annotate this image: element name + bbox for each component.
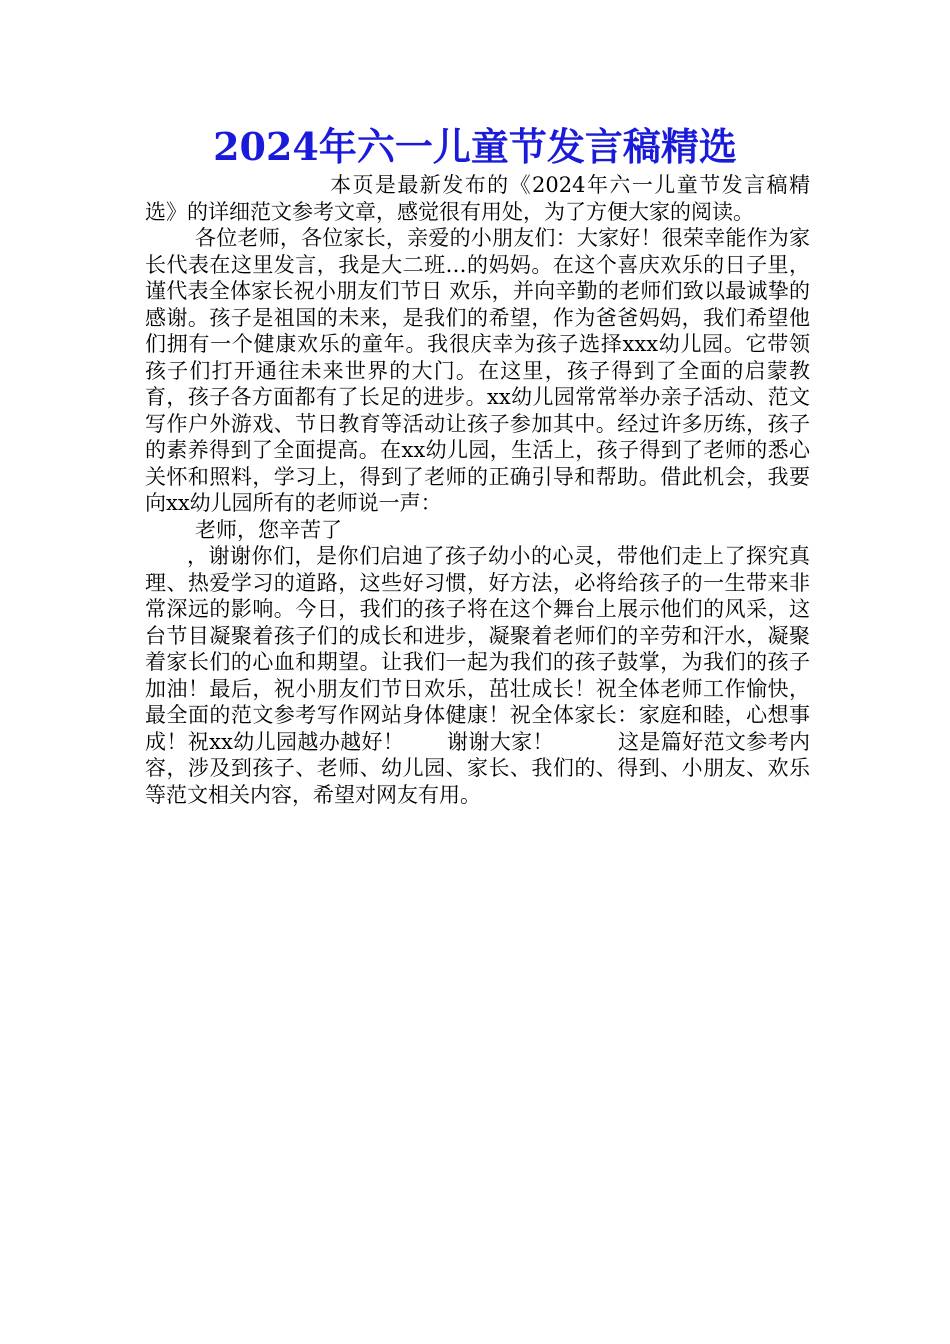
closing-paragraph: ，谢谢你们，是你们启迪了孩子幼小的心灵，带他们走上了探究真理、热爱学习的道路，这些好习惯，好方法，必将给孩子的一生带来非常深远的影响。今日，我们的孩子将在这个舞台上展示他们的风采，这台节目凝聚着孩子们的成长和进步，凝聚着老师们的辛劳和汗水，凝聚着家长们的心血和期望。让我们一起为我们的孩子鼓掌，为我们的孩子加油！最后，祝小朋友们节日欢乐，茁壮成长！祝全体老师工作愉快，最全面的范文参考写作网站身体健康！祝全体家长：家庭和睦，心想事成！祝xx幼儿园越办越好！ 谢谢大家！ 这是篇好范文参考内容，涉及到孩子、老师、幼儿园、家长、我们的、得到、小朋友、欢乐等范文相关内容，希望对网友有用。 bbox=[145, 544, 810, 807]
document-body bbox=[145, 172, 810, 808]
speech-paragraph: 各位老师，各位家长，亲爱的小朋友们：大家好！很荣幸能作为家长代表在这里发言，我是大二班…的妈妈。在这个喜庆欢乐的日子里，谨代表全体家长祝小朋友们节日 欢乐，并向辛勤的老师们致以最诚挚的感谢。孩子是祖国的未来，是我们的希望，作为爸爸妈妈，我们希望他们拥有一个健康欢乐的童年。我很庆幸为孩子选择xxx幼儿园。它带领孩子们打开通往未来世界的大门。在这里，孩子得到了全面的启蒙教育，孩子各方面都有了长足的进步。xx幼儿园常常举办亲子活动、范文写作户外游戏、节日教育等活动让孩子参加其中。经过许多历练，孩子的素养得到了全面提高。在xx幼儿园，生活上，孩子得到了老师的悉心关怀和照料，学习上，得到了老师的正确引导和帮助。借此机会，我要向xx幼儿园所有的老师说一声： bbox=[145, 226, 810, 515]
thanks-teacher-line: 老师，您辛苦了 bbox=[195, 517, 342, 542]
document-title: 2024年六一儿童节发言稿精选 bbox=[213, 124, 737, 169]
intro-paragraph: 本页是最新发布的《2024年六一儿童节发言稿精选》的详细范文参考文章，感觉很有用处，为了方便大家的阅读。 bbox=[145, 173, 810, 224]
